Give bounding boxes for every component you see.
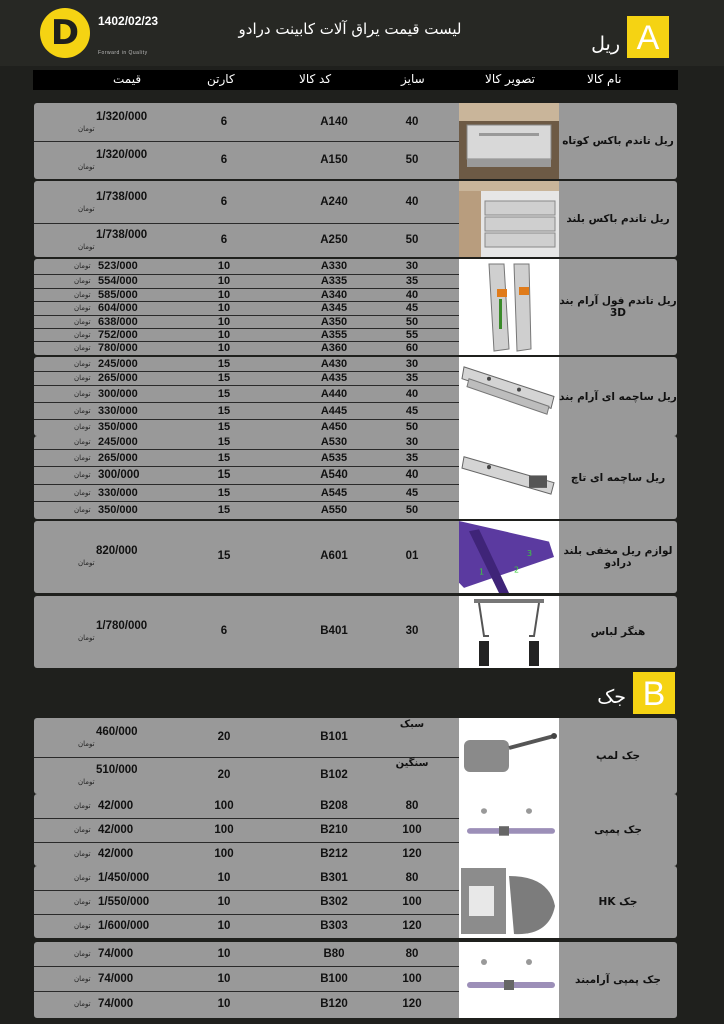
price-value: 1/320/000 xyxy=(96,148,148,161)
carton-quantity: 6 xyxy=(220,625,228,637)
document-title: لیست قیمت یراق آلات کابینت درادو xyxy=(238,20,462,38)
carton-quantity: 15 xyxy=(217,372,231,384)
product-size: 35 xyxy=(405,372,419,384)
product-code: A340 xyxy=(320,289,348,301)
table-row xyxy=(34,316,459,329)
table-row xyxy=(34,436,459,450)
product-code: A250 xyxy=(320,233,348,246)
price-value: 265/000 xyxy=(98,372,138,384)
pull-down-hanger-image xyxy=(459,596,559,668)
product-size: 45 xyxy=(405,302,419,314)
carton-quantity: 10 xyxy=(217,275,231,287)
carton-quantity: 6 xyxy=(220,233,228,246)
product-group xyxy=(34,794,677,866)
product-size: 30 xyxy=(405,436,419,448)
brand-tagline: Forward in Quality xyxy=(98,50,148,56)
currency-label: تومان xyxy=(78,559,95,567)
undermount-rail-image xyxy=(459,259,559,355)
price-value: 1/600/000 xyxy=(98,919,150,932)
table-row xyxy=(34,142,459,179)
price-value: 510/000 xyxy=(96,764,138,776)
price-value: 780/000 xyxy=(98,342,138,354)
price-value: 74/000 xyxy=(98,947,134,960)
carton-quantity: 6 xyxy=(220,195,228,208)
product-group xyxy=(34,436,677,519)
product-size: 50 xyxy=(405,153,419,166)
carton-quantity: 10 xyxy=(217,289,231,301)
product-code: B303 xyxy=(320,919,348,932)
product-code: A530 xyxy=(320,436,348,448)
currency-label: تومان xyxy=(74,453,91,462)
currency-label: تومان xyxy=(74,374,91,382)
table-row xyxy=(34,181,459,224)
price-value: 638/000 xyxy=(98,316,138,328)
currency-label: تومان xyxy=(78,740,95,748)
table-row xyxy=(34,794,459,819)
currency-label: تومان xyxy=(78,162,95,171)
currency-label: تومان xyxy=(78,242,95,251)
carton-quantity: 15 xyxy=(217,357,231,370)
section-b-title: جک xyxy=(597,686,626,708)
product-group xyxy=(34,259,677,355)
brand-logo: D xyxy=(40,8,90,58)
product-code: A550 xyxy=(320,503,348,516)
price-value: 330/000 xyxy=(98,404,138,417)
product-code: A140 xyxy=(320,115,348,128)
product-code: A360 xyxy=(320,342,348,354)
product-group-name: ریل ساچمه ای تاچ xyxy=(570,471,666,484)
product-code: A445 xyxy=(320,404,348,417)
carton-quantity: 10 xyxy=(217,302,231,314)
product-size: 01 xyxy=(405,550,419,562)
carton-quantity: 10 xyxy=(217,260,231,272)
product-group xyxy=(34,942,677,1018)
carton-quantity: 15 xyxy=(217,387,231,400)
currency-label: تومان xyxy=(74,423,91,431)
product-size: 50 xyxy=(405,503,419,516)
price-value: 42/000 xyxy=(98,799,134,812)
hk-lift-image xyxy=(459,866,559,938)
table-row xyxy=(34,467,459,485)
product-group-name: هنگر لباس xyxy=(590,626,646,638)
product-group xyxy=(34,718,677,794)
carton-quantity: 15 xyxy=(217,550,231,562)
product-code: B102 xyxy=(320,769,348,781)
carton-quantity: 15 xyxy=(217,469,231,481)
price-value: 1/450/000 xyxy=(98,871,150,884)
product-group-name: ریل تاندم فول آرام بند 3D xyxy=(559,295,677,319)
table-row xyxy=(34,502,459,519)
currency-label: تومان xyxy=(74,801,91,810)
price-value: 1/738/000 xyxy=(96,190,148,203)
carton-quantity: 10 xyxy=(217,919,231,932)
price-value: 350/000 xyxy=(98,421,138,433)
table-row xyxy=(34,843,459,866)
currency-label: تومان xyxy=(74,471,91,479)
product-size: 40 xyxy=(405,387,419,400)
table-row xyxy=(34,103,459,142)
product-size: 100 xyxy=(402,824,422,836)
currency-label: تومان xyxy=(78,204,95,213)
table-row xyxy=(34,259,459,275)
currency-label: تومان xyxy=(74,389,91,398)
product-size: 55 xyxy=(405,329,419,341)
product-code: A535 xyxy=(320,451,348,464)
currency-label: تومان xyxy=(74,826,91,834)
product-code: B301 xyxy=(320,871,348,884)
price-value: 42/000 xyxy=(98,824,134,836)
currency-label: تومان xyxy=(74,406,91,415)
carton-quantity: 20 xyxy=(217,731,231,743)
table-row xyxy=(34,302,459,316)
table-row xyxy=(34,819,459,843)
product-size: 100 xyxy=(402,896,422,908)
table-column-header xyxy=(33,70,678,90)
product-size: 35 xyxy=(405,451,419,464)
price-value: 245/000 xyxy=(98,357,138,370)
product-code: A335 xyxy=(320,275,348,287)
product-code: A440 xyxy=(320,387,348,400)
currency-label: تومان xyxy=(74,849,91,858)
product-size: 120 xyxy=(402,919,422,932)
table-row xyxy=(34,967,459,992)
product-group-name: ریل تاندم باکس بلند xyxy=(566,213,670,225)
currency-label: تومان xyxy=(74,949,91,958)
currency-label: تومان xyxy=(74,898,91,906)
product-code: A240 xyxy=(320,195,348,208)
currency-label: تومان xyxy=(74,262,91,270)
product-size: 30 xyxy=(405,260,419,272)
carton-quantity: 15 xyxy=(217,486,231,499)
table-row xyxy=(34,342,459,355)
table-row xyxy=(34,386,459,403)
lift-stay-image xyxy=(459,718,559,794)
table-row xyxy=(34,915,459,938)
price-value: 523/000 xyxy=(98,260,138,272)
carton-quantity: 6 xyxy=(220,153,228,166)
product-group xyxy=(34,521,677,593)
product-size: 45 xyxy=(405,486,419,499)
product-size: 60 xyxy=(405,342,419,354)
column-carton-label: کارتن xyxy=(207,72,235,86)
product-code: A435 xyxy=(320,372,348,384)
price-value: 1/320/000 xyxy=(96,110,148,123)
table-row xyxy=(34,891,459,915)
currency-label: تومان xyxy=(74,1000,91,1008)
price-value: 74/000 xyxy=(98,972,134,985)
table-row xyxy=(34,224,459,257)
currency-label: تومان xyxy=(74,317,91,326)
product-group-name: جک پمپی xyxy=(594,824,642,836)
table-row xyxy=(34,485,459,502)
column-image-label: تصویر کالا xyxy=(485,72,535,86)
product-code: A540 xyxy=(320,469,348,481)
section-b-badge: B xyxy=(633,672,675,714)
price-value: 245/000 xyxy=(98,436,138,448)
price-list-date: 1402/02/23 xyxy=(98,14,159,28)
product-size: 45 xyxy=(405,404,419,417)
product-code: B210 xyxy=(320,824,348,836)
carton-quantity: 100 xyxy=(214,799,234,812)
product-size: سنگین xyxy=(395,758,429,769)
product-code: A350 xyxy=(320,316,348,328)
carton-quantity: 10 xyxy=(217,947,231,960)
table-row xyxy=(34,866,459,891)
product-code: A430 xyxy=(320,357,348,370)
product-code: A450 xyxy=(320,421,348,433)
currency-label: تومان xyxy=(74,873,91,882)
product-group-name: ریل ساچمه ای آرام بند xyxy=(559,390,677,403)
table-row xyxy=(34,372,459,386)
product-group xyxy=(34,181,677,257)
currency-label: تومان xyxy=(74,343,91,352)
table-row xyxy=(34,596,459,668)
carton-quantity: 10 xyxy=(217,998,231,1010)
price-value: 42/000 xyxy=(98,847,134,860)
price-value: 585/000 xyxy=(98,289,138,301)
table-row xyxy=(34,289,459,302)
product-size: 30 xyxy=(405,625,419,637)
product-group xyxy=(34,357,677,436)
carton-quantity: 10 xyxy=(217,871,231,884)
product-code: A601 xyxy=(320,550,348,562)
product-size: 50 xyxy=(405,233,419,246)
currency-label: تومان xyxy=(74,290,91,299)
product-size: 120 xyxy=(402,847,422,860)
column-name-label: نام کالا xyxy=(587,72,622,86)
carton-quantity: 100 xyxy=(214,847,234,860)
product-code: B212 xyxy=(320,847,348,860)
price-value: 350/000 xyxy=(98,503,138,516)
product-size: 50 xyxy=(405,316,419,328)
carton-quantity: 100 xyxy=(214,824,234,836)
currency-label: تومان xyxy=(74,304,91,312)
table-row xyxy=(34,521,459,593)
product-size: سبک xyxy=(399,719,425,730)
product-code: B401 xyxy=(320,625,348,637)
table-row xyxy=(34,357,459,372)
product-group-name: لوازم ریل مخفی بلند درادو xyxy=(563,545,673,569)
column-price-label: قیمت xyxy=(113,72,142,86)
currency-label: تومان xyxy=(78,778,95,786)
product-code: B120 xyxy=(320,998,348,1010)
price-value: 74/000 xyxy=(98,998,134,1010)
currency-label: تومان xyxy=(74,488,91,497)
currency-label: تومان xyxy=(78,634,95,642)
currency-label: تومان xyxy=(74,438,91,446)
section-a-badge: A xyxy=(627,16,669,58)
product-code: B80 xyxy=(323,947,345,960)
product-group xyxy=(34,866,677,938)
currency-label: تومان xyxy=(74,330,91,339)
price-value: 330/000 xyxy=(98,486,138,499)
svg-text:2: 2 xyxy=(514,564,520,575)
product-code: A545 xyxy=(320,486,348,499)
product-size: 120 xyxy=(402,998,422,1010)
price-value: 1/738/000 xyxy=(96,228,148,241)
carton-quantity: 10 xyxy=(217,896,231,908)
product-group-name: ریل تاندم باکس کوتاه xyxy=(562,135,674,147)
price-value: 300/000 xyxy=(98,469,140,481)
product-group-name: جک HK xyxy=(598,896,638,908)
currency-label: تومان xyxy=(74,505,91,514)
product-code: B100 xyxy=(320,972,348,985)
table-row xyxy=(34,403,459,420)
product-size: 50 xyxy=(405,421,419,433)
table-row xyxy=(34,718,459,758)
carton-quantity: 15 xyxy=(217,451,231,464)
carton-quantity: 10 xyxy=(217,316,231,328)
carton-quantity: 6 xyxy=(220,115,228,128)
product-group-name: جک پمپی آرامبند xyxy=(575,974,661,986)
price-value: 752/000 xyxy=(98,329,138,341)
currency-label: تومان xyxy=(74,277,91,285)
product-group-name: جک لمپ xyxy=(595,750,641,762)
product-code: A330 xyxy=(320,260,348,272)
product-group xyxy=(34,103,677,179)
table-row xyxy=(34,942,459,967)
price-value: 604/000 xyxy=(98,302,138,314)
soft-close-gas-strut-image xyxy=(459,942,559,1018)
drawer-tall-image xyxy=(459,181,559,257)
table-row xyxy=(34,329,459,342)
currency-label: تومان xyxy=(74,359,91,368)
product-size: 100 xyxy=(402,972,422,985)
product-size: 40 xyxy=(405,469,419,481)
carton-quantity: 10 xyxy=(217,342,231,354)
push-open-slide-image xyxy=(459,436,559,519)
table-row xyxy=(34,992,459,1018)
product-size: 40 xyxy=(405,289,419,301)
currency-label: تومان xyxy=(74,921,91,930)
column-size-label: سایز xyxy=(401,72,425,86)
section-a-title: ریل xyxy=(591,33,620,55)
product-size: 30 xyxy=(405,357,419,370)
carton-quantity: 15 xyxy=(217,503,231,516)
product-code: B208 xyxy=(320,799,348,812)
price-value: 820/000 xyxy=(96,545,138,557)
table-row xyxy=(34,275,459,289)
price-value: 300/000 xyxy=(98,387,138,400)
product-size: 35 xyxy=(405,275,419,287)
product-size: 80 xyxy=(405,871,419,884)
product-size: 40 xyxy=(405,195,419,208)
price-value: 460/000 xyxy=(96,726,138,738)
price-value: 265/000 xyxy=(98,451,138,464)
price-value: 1/780/000 xyxy=(96,620,148,632)
product-code: A150 xyxy=(320,153,348,166)
hidden-rail-parts-image xyxy=(459,521,559,593)
ball-bearing-slide-image xyxy=(459,357,559,436)
gas-strut-image xyxy=(459,794,559,866)
drawer-short-image xyxy=(459,103,559,179)
carton-quantity: 15 xyxy=(217,404,231,417)
carton-quantity: 15 xyxy=(217,436,231,448)
product-code: A355 xyxy=(320,329,348,341)
product-code: B101 xyxy=(320,731,348,743)
column-code-label: کد کالا xyxy=(299,72,332,86)
table-row xyxy=(34,758,459,794)
carton-quantity: 10 xyxy=(217,972,231,985)
product-group xyxy=(34,596,677,668)
svg-text:1: 1 xyxy=(479,566,485,577)
currency-label: تومان xyxy=(74,974,91,983)
product-code: B302 xyxy=(320,896,348,908)
carton-quantity: 15 xyxy=(217,421,231,433)
currency-label: تومان xyxy=(78,124,95,133)
product-code: A345 xyxy=(320,302,348,314)
table-row xyxy=(34,450,459,467)
product-size: 40 xyxy=(405,115,419,128)
svg-text:3: 3 xyxy=(527,547,533,558)
carton-quantity: 10 xyxy=(217,329,231,341)
table-row xyxy=(34,420,459,436)
carton-quantity: 20 xyxy=(217,769,231,781)
product-size: 80 xyxy=(405,947,419,960)
price-value: 1/550/000 xyxy=(98,896,150,908)
product-size: 80 xyxy=(405,799,419,812)
price-value: 554/000 xyxy=(98,275,138,287)
